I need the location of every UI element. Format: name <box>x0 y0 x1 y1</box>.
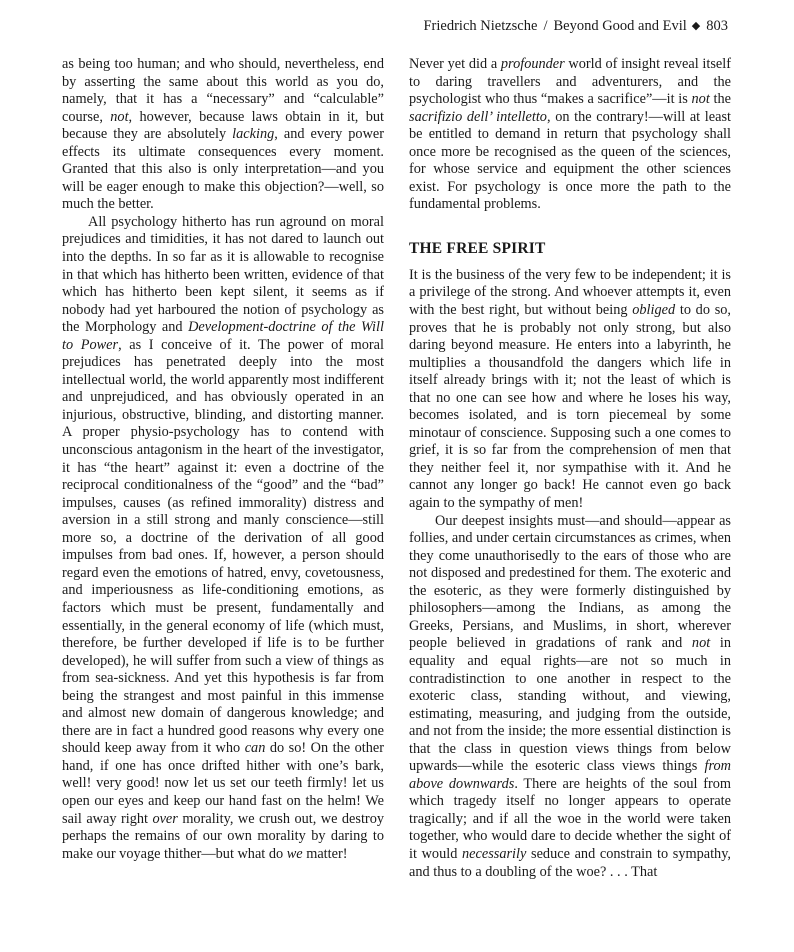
text-run: . There are heights of the soul from which tragedy itself no longer appears to operate tragically; and if all the woe in the world were taken together, who would dare to decide whether the sight of it would <box>409 775 732 862</box>
text-run: , and every power effects its ultimate consequences every moment. Granted that this also is only interpretation—and you will be eager enough to make this objection?—well, so much the better. <box>62 126 384 213</box>
text-run: to do so, proves that he is probably not only strong, but also daring beyond measure. He enters into a labyrinth, he multiplies a thousandfold the dangers which life in itself already brings with it; not the least of which is that no one can see how and where he loses his way, becomes isolated, and is torn piecemeal by some minotaur of conscience. Supposing such a one comes to grief, it is so far from the comprehension of men that they neither feel it, nor sympathise with it. And he cannot any longer go back! He cannot even go back again to the sympathy of men! <box>409 302 731 512</box>
italic-text: over <box>152 810 178 827</box>
text-run: It is the business of the very few to be independent; it is a privilege of the strong. And whoever attempts it, even with the best right, but without being <box>409 266 731 319</box>
paragraph <box>409 56 731 214</box>
text-run: , however, because laws obtain in it, but because they are absolutely <box>62 108 384 143</box>
text-run: do so! On the other hand, if one has once drifted hither with one’s bark, well! very good! now let us set our teeth firmly! let us open our eyes and keep our hand fast on the helm! We sail away right <box>62 740 384 827</box>
running-header <box>423 18 728 35</box>
diamond-icon: ◆ <box>691 20 701 32</box>
text-run: seduce and constrain to sympathy, and thus to a doubling of the woe? . . . That <box>409 845 731 880</box>
text-run: morality, we crush out, we destroy perhaps the remains of our own morality by daring to make our voyage thither—but what do <box>62 810 384 862</box>
text-run: All psychology hitherto has run aground on moral prejudices and timidities, it has not dared to launch out into the depths. In so far as it is allowable to recognise in that which has hitherto been written, evidence of that which has hitherto been kept silent, it seems as if nobody had yet harboured the notion of psychology as the Morphology and <box>62 213 384 336</box>
header-author: Friedrich Nietzsche <box>423 18 538 34</box>
section-heading: THE FREE SPIRIT <box>409 239 546 257</box>
text-run: the <box>709 91 731 108</box>
italic-text: can <box>244 740 266 757</box>
paragraph <box>62 214 384 863</box>
text-run: in equality and equal rights—are not so much in contradistinction to one another in respect to the exoteric class, standing without, and viewing, estimating, measuring, and judging from the outside, and not from the inside; the more essential distinction is that the class in question views things from below upwards—while the esoteric class views things <box>409 635 732 775</box>
left-column <box>62 56 384 863</box>
paragraph <box>62 56 384 214</box>
italic-text: not <box>691 91 710 108</box>
header-title: Beyond Good and Evil <box>553 18 687 34</box>
header-separator: / <box>543 18 548 34</box>
italic-text: lacking <box>232 126 275 143</box>
right-column <box>409 56 731 881</box>
italic-text: necessarily <box>462 845 527 862</box>
text-run: Never yet did a <box>409 56 501 72</box>
italic-text: Development-doctrine of the Will to Power <box>62 319 384 353</box>
italic-text: from above downwards <box>409 758 731 792</box>
text-run: world of insight reveal itself to daring travellers and adventurers, and the psychologist who thus “makes a sacrifice”—it is <box>409 56 731 108</box>
italic-text: profounder <box>500 56 565 72</box>
text-run: Our deepest insights must—and should—appear as follies, and under certain circumstances as crimes, when they come unauthorisedly to the ears of those who are not disposed and predestined for them. The exoteric and the esoteric, as they were formerly distinguished by philosophers—among the Indians, as among the Greeks, Persians, and Muslims, in short, wherever people believed in gradations of rank and <box>409 512 731 652</box>
text-run: matter! <box>302 845 348 862</box>
text-run: as being too human; and who should, nevertheless, end by asserting the same about this world as you do, namely, that it has a “necessary” and “calculable” course, <box>62 56 384 125</box>
paragraph <box>409 267 731 513</box>
italic-text: sacrifizio dell’ intelletto <box>409 108 547 125</box>
text-run: , as I conceive of it. The power of moral prejudices has penetrated deeply into the most intellectual world, the world apparently most indifferent and unprejudiced, and has obviously operated in an injurious, obstructive, blinding, and distorting manner. A proper physio-psychology has to contend with unconscious antagonism in the heart of the investigator, it has “the heart” against it: even a doctrine of the reciprocal conditionalness of the “good” and the “bad” impulses, causes (as refined immorality) distress and aversion in a still strong and manly conscience—still more so, a doctrine of the derivation of all good impulses from bad ones. If, however, a person should regard even the emotions of hatred, envy, covetousness, and imperiousness as life-conditioning emotions, as factors which must be present, fundamentally and essentially, in the general economy of life (which must, therefore, be further developed if life is to be further developed), he will suffer from such a view of things as from sea-sickness. And yet this hypothesis is far from being the strangest and most painful in this immense and almost new domain of dangerous knowledge; and there are in fact a hundred good reasons why every one should keep away from it who <box>62 336 384 757</box>
paragraph <box>409 513 731 881</box>
italic-text: obliged <box>632 302 676 319</box>
italic-text: not <box>691 635 711 652</box>
text-run: , on the contrary!—will at least be entitled to demand in return that psychology shall once more be recognised as the queen of the sciences, for whose service and equipment the other sciences exist. For psychology is once more the path to the fundamental problems. <box>409 108 732 213</box>
italic-text: not <box>110 108 129 125</box>
italic-text: we <box>286 845 303 862</box>
page-number: 803 <box>706 18 728 34</box>
